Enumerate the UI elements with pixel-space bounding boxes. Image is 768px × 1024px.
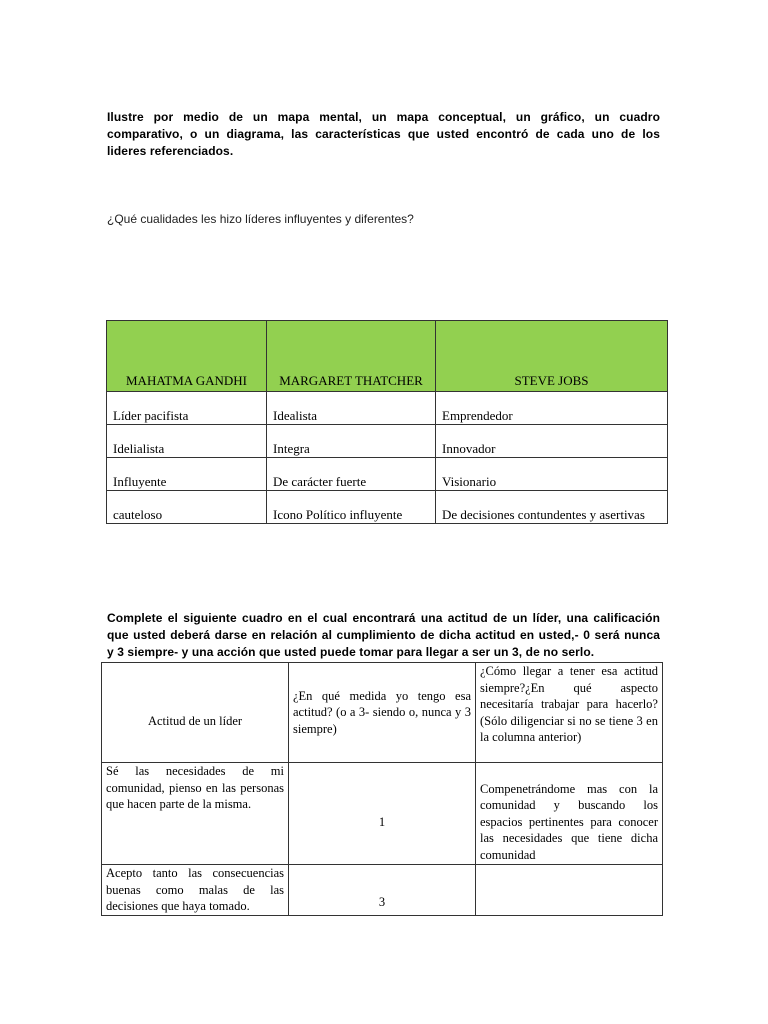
instructions-line: Complete el siguiente cuadro en el cual encontrará una actitud de un líder, una calificación [107,611,660,625]
table-row [107,458,668,491]
score-cell: 3 [289,865,476,916]
table-cell: Visionario [436,458,668,491]
table-cell: Emprendedor [436,392,668,425]
instructions-paragraph [107,610,660,661]
action-cell [476,865,663,916]
table-row [107,425,668,458]
instructions-line: y 3 siempre- y una acción que usted puede tomar para llegar a ser un 3, de no serlo. [107,645,595,659]
table-cell: Idealista [267,392,436,425]
table-row [107,491,668,524]
header-attitude: Actitud de un líder [102,663,289,763]
intro-line: comparativo, o un diagrama, las características que usted encontró de cada uno de los [107,127,660,141]
table-cell: Integra [267,425,436,458]
attitude-table [101,662,663,916]
header-gandhi: MAHATMA GANDHI [107,321,267,392]
table-row [107,392,668,425]
table-row [102,763,663,865]
table-row [102,865,663,916]
question-text: ¿Qué cualidades les hizo líderes influyentes y diferentes? [107,212,414,226]
table-cell: De decisiones contundentes y asertivas [436,491,668,524]
table-cell: Líder pacifista [107,392,267,425]
attitude-header-row [102,663,663,763]
table-cell: cauteloso [107,491,267,524]
attitude-cell: Acepto tanto las consecuencias buenas como malas de las decisiones que haya tomado. [102,865,289,916]
action-cell: Compenetrándome mas con la comunidad y buscando los espacios pertinentes para conocer las necesidades que tiene dicha comunidad [476,763,663,865]
intro-line: Ilustre por medio de un mapa mental, un mapa conceptual, un gráfico, un cuadro [107,110,660,124]
table-cell: Icono Político influyente [267,491,436,524]
leaders-table [106,320,668,524]
header-thatcher: MARGARET THATCHER [267,321,436,392]
intro-paragraph [107,109,660,160]
header-action: ¿Cómo llegar a tener esa actitud siempre?¿En qué aspecto necesitaría trabajar para hacerlo? (Sólo diligenciar si no se tiene 3 en la columna anterior) [476,663,663,763]
leaders-header-row [107,321,668,392]
attitude-cell: Sé las necesidades de mi comunidad, pienso en las personas que hacen parte de la misma. [102,763,289,865]
table-cell: De carácter fuerte [267,458,436,491]
table-cell: Influyente [107,458,267,491]
instructions-line: que usted deberá darse en relación al cumplimiento de dicha actitud en usted,- 0 será nunca [107,628,660,642]
table-cell: Innovador [436,425,668,458]
score-cell: 1 [289,763,476,865]
header-jobs: STEVE JOBS [436,321,668,392]
intro-line: lideres referenciados. [107,144,234,158]
table-cell: Idelialista [107,425,267,458]
header-score: ¿En qué medida yo tengo esa actitud? (o a 3- siendo o, nunca y 3 siempre) [289,663,476,763]
